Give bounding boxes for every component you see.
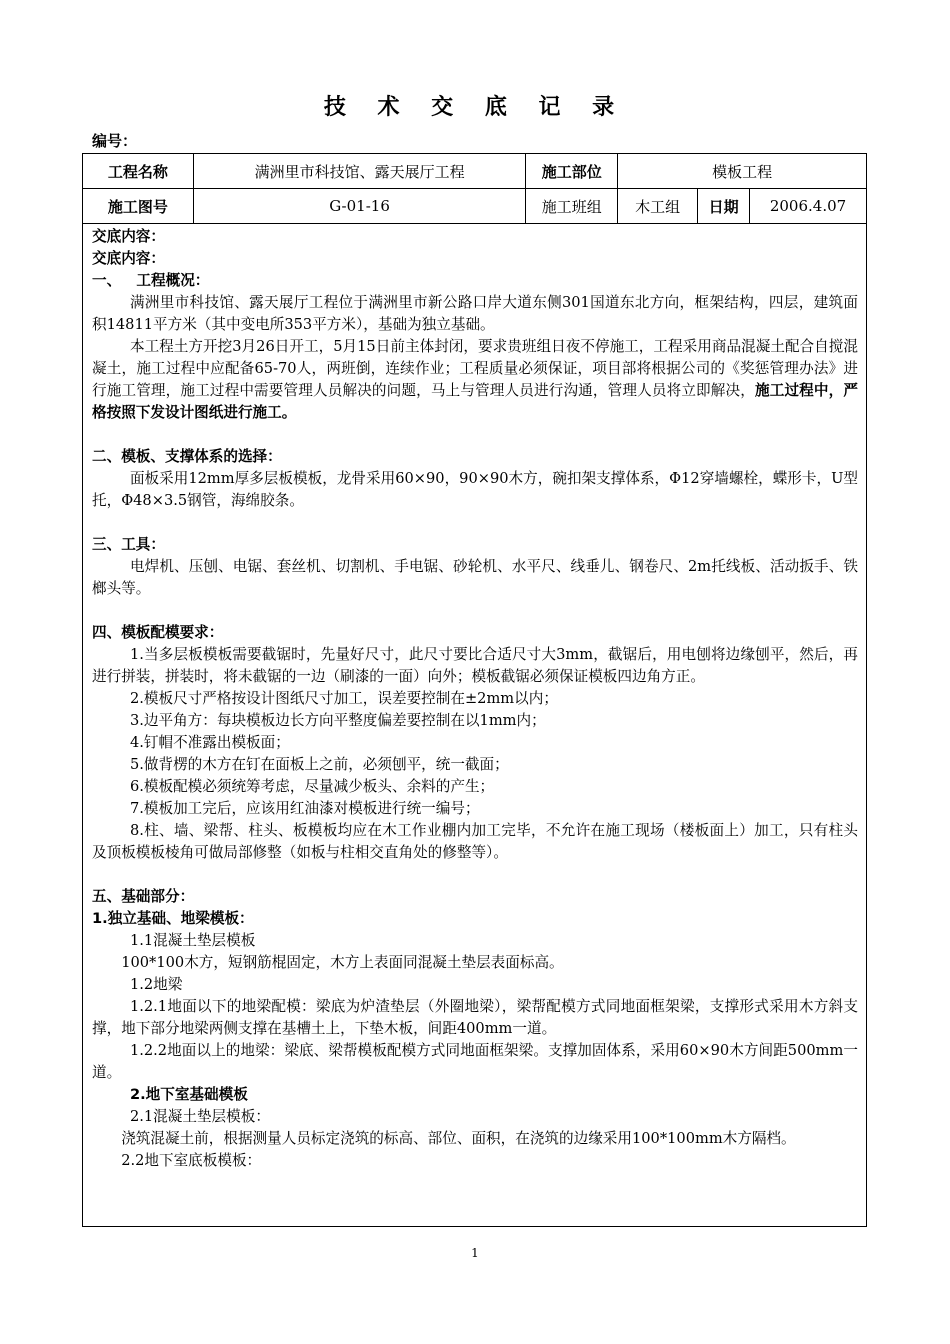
section-5-1-2-1-text: 1.2.1地面以下的地梁配模：梁底为炉渣垫层（外圈地梁），梁帮配模方式同地面框架梁，支撑形式采用木方斜支撑，地下部分地梁两侧支撑在基槽土上，下垫木板，间距400mm一道。 xyxy=(92,998,858,1037)
content-heading-repeat: 交底内容： xyxy=(92,250,165,267)
section-4-item-8: 8.柱、墙、梁帮、柱头、板模板均应在木工作业棚内加工完毕，不允许在施工现场（楼板面上）加工，只有柱头及顶板模板棱角可做局部修整（如板与柱相交直角处的修整等）。 xyxy=(92,822,858,861)
section-1-title: 一、 工程概况： xyxy=(92,272,210,289)
section-3-title: 三、工具： xyxy=(92,536,165,553)
section-2-paragraph: 面板采用12mm厚多层板模板，龙骨采用60×90，90×90木方，碗扣架支撑体系，Φ12穿墙螺栓，蝶形卡，U型托，Φ48×3.5钢管，海绵胶条。 xyxy=(92,470,858,509)
section-4-item-2: 2.模板尺寸严格按设计图纸尺寸加工，误差要控制在±2mm以内； xyxy=(129,690,558,707)
construction-part-label: 施工部位 xyxy=(526,154,618,189)
section-4-item-4: 4.钉帽不准露出模板面； xyxy=(129,734,290,751)
section-4-item-3: 3.边平角方：每块模板边长方向平整度偏差要控制在以1mm内； xyxy=(129,712,546,729)
section-4-item-6: 6.模板配模必须统筹考虑，尽量减少板头、余料的产生； xyxy=(129,778,495,795)
drawing-number-value: G-01-16 xyxy=(193,189,526,224)
section-3-paragraph: 电焊机、压刨、电锯、套丝机、切割机、手电锯、砂轮机、水平尺、线垂儿、钢卷尺、2m托线板、活动扳手、铁榔头等。 xyxy=(92,558,858,597)
date-label: 日期 xyxy=(698,189,750,224)
section-4-title: 四、模板配模要求： xyxy=(92,624,224,641)
section-5-1-1-text: 100*100木方，短钢筋棍固定，木方上表面同混凝土垫层表面标高。 xyxy=(121,954,564,971)
team-value: 木工组 xyxy=(618,189,698,224)
section-5-1-1-heading: 1.1混凝土垫层模板 xyxy=(129,932,256,949)
code-label: 编号： xyxy=(92,132,138,150)
section-5-1-2-heading: 1.2地梁 xyxy=(129,976,183,993)
section-5-title: 五、基础部分： xyxy=(92,888,195,905)
header-table xyxy=(82,153,867,224)
section-1-paragraph-2 xyxy=(92,336,858,424)
section-4-item-1: 1.当多层板模板需要截锯时，先量好尺寸，此尺寸要比合适尺寸大3mm，截锯后，用电刨将边缘刨平，然后，再进行拼装，拼装时，将未截锯的一边（刷漆的一面）向外；模板截锯必须保证模板四边角方正。 xyxy=(92,646,858,685)
project-name-value: 满洲里市科技馆、露天展厅工程 xyxy=(193,154,526,189)
construction-part-value: 模板工程 xyxy=(618,154,867,189)
content-heading: 交底内容： xyxy=(92,228,165,245)
section-5-2-1-text: 浇筑混凝土前，根据测量人员标定浇筑的标高、部位、面积，在浇筑的边缘采用100*100mm木方隔档。 xyxy=(121,1130,796,1147)
section-5-1-2-2-text: 1.2.2地面以上的地梁：梁底、梁帮模板配模方式同地面框架梁。支撑加固体系，采用60×90木方间距500mm一道。 xyxy=(92,1042,858,1081)
header-row-1 xyxy=(83,154,867,189)
briefing-content xyxy=(82,222,867,1227)
date-value: 2006.4.07 xyxy=(750,189,867,224)
page-number: 1 xyxy=(471,1246,479,1260)
document-title: 技 术 交 底 记 录 xyxy=(323,94,627,120)
section-2-title: 二、模板、支撑体系的选择： xyxy=(92,448,282,465)
section-1-emphasis: 施工过程中，严格按照下发设计图纸进行施工。 xyxy=(92,382,858,421)
team-label: 施工班组 xyxy=(526,189,618,224)
section-5-2-2-heading: 2.2地下室底板模板： xyxy=(121,1152,262,1169)
section-4-item-7: 7.模板加工完后，应该用红油漆对模板进行统一编号； xyxy=(129,800,480,817)
section-4-item-5: 5.做背楞的木方在钉在面板上之前，必须刨平，统一截面； xyxy=(129,756,509,773)
section-5-subtitle-1: 1.独立基础、地梁模板： xyxy=(92,910,254,927)
section-5-subtitle-2: 2.地下室基础模板 xyxy=(129,1086,248,1103)
project-name-label: 工程名称 xyxy=(83,154,194,189)
header-row-2 xyxy=(83,189,867,224)
section-1-paragraph-2-text: 本工程土方开挖3月26日开工，5月15日前主体封闭，要求贵班组日夜不停施工，工程采用商品混凝土配合自搅混凝土，施工过程中应配备65-70人，两班倒，连续作业；工程质量必须保证，项目部将根据公司的《奖惩管理办法》进行施工管理，施工过程中需要管理人员解决的问题，马上与管理人员进行沟通，管理人员将立即解决， xyxy=(92,338,858,399)
drawing-number-label: 施工图号 xyxy=(83,189,194,224)
section-5-2-1-heading: 2.1混凝土垫层模板： xyxy=(129,1108,270,1125)
section-1-paragraph-1: 满洲里市科技馆、露天展厅工程位于满洲里市新公路口岸大道东侧301国道东北方向，框架结构，四层，建筑面积14811平方米（其中变电所353平方米），基础为独立基础。 xyxy=(92,294,858,333)
